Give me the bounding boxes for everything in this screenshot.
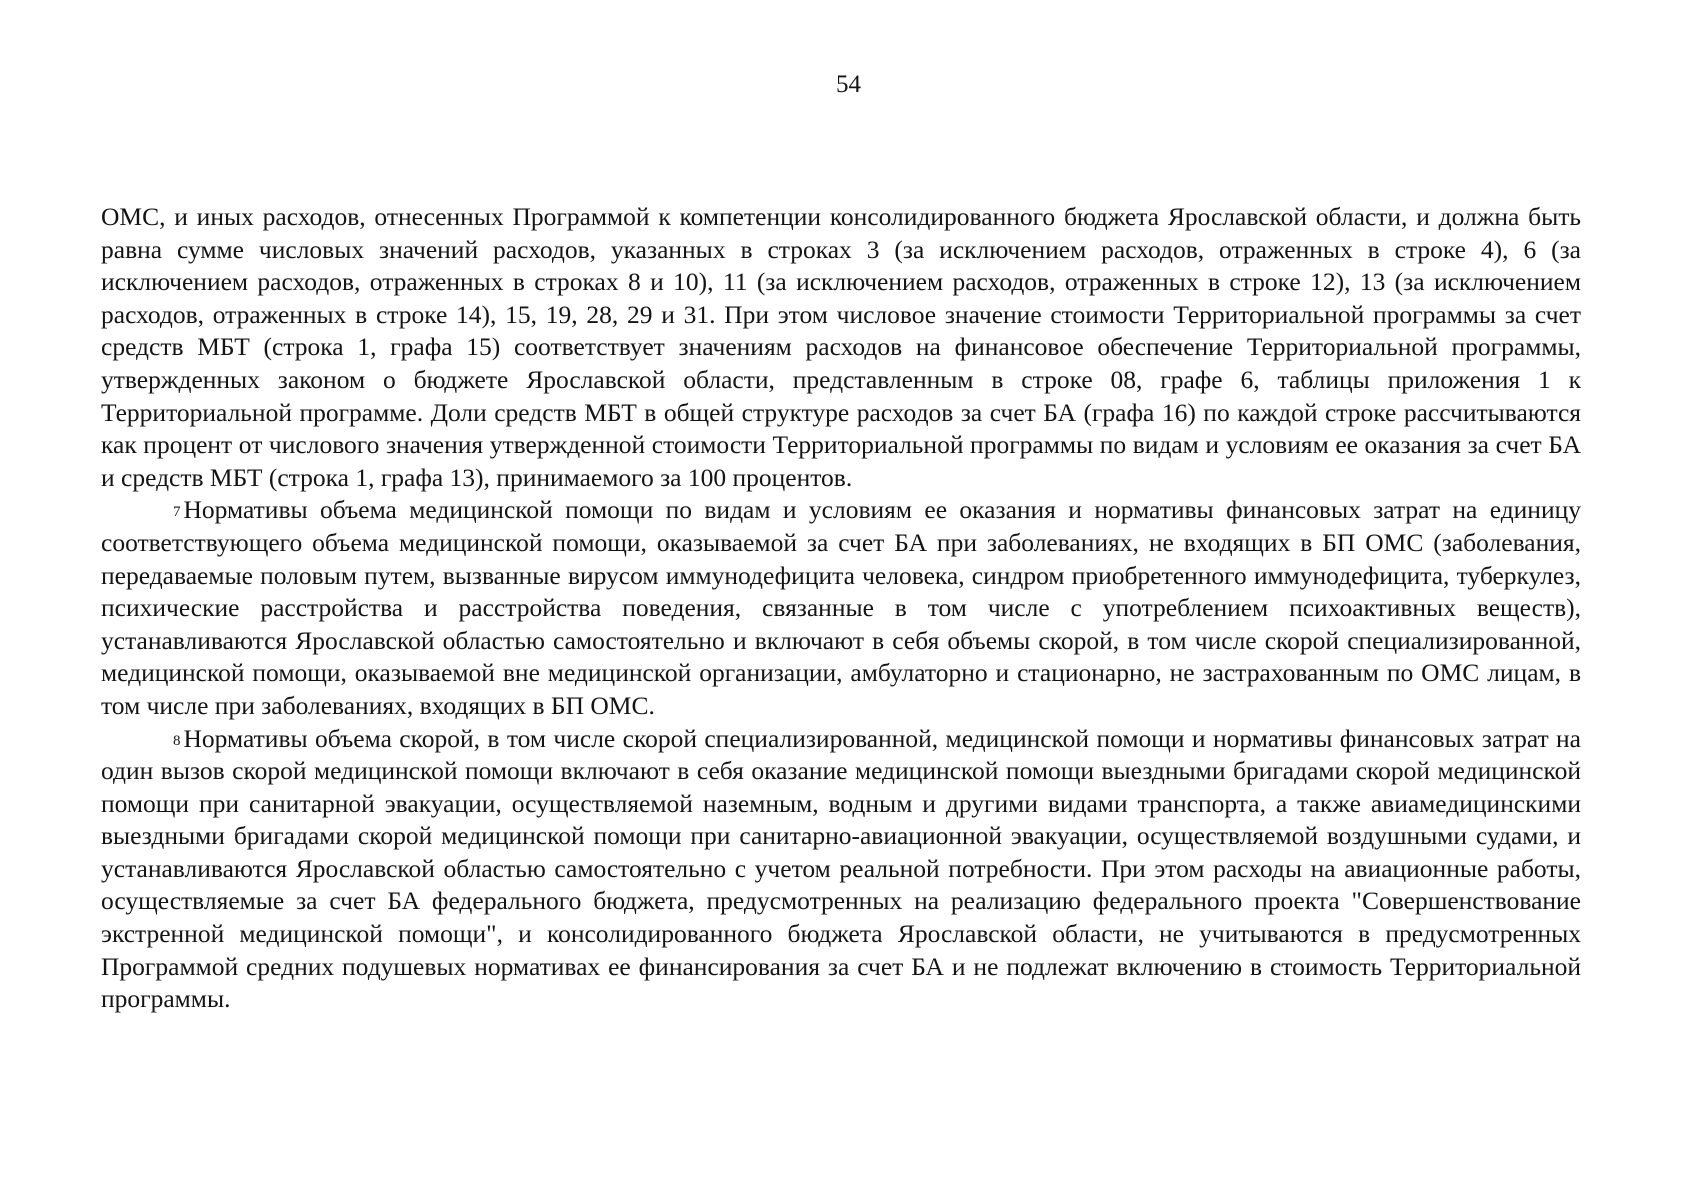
footnote-8 [101, 723, 1581, 1016]
page-number: 54 [836, 71, 861, 98]
footnote-marker: 7 [173, 504, 181, 521]
footnote-marker: 8 [173, 732, 181, 749]
paragraph-text: ОМС, и иных расходов, отнесенных Программой к компетенции консолидированного бюджета Ярославской области, и должна быть равна сумме числовых значений расходов, указанных в строках 3 (за исключением расходов, отраженных в строке 4), 6 (за исключением расходов, отраженных в строках 8 и 10), 11 (за исключением расходов, отраженных в строке 12), 13 (за исключением расходов, отраженных в строке 14), 15, 19, 28, 29 и 31. При этом числовое значение стоимости Территориальной программы за счет средств МБТ (строка 1, графа 15) соответствует значениям расходов на финансовое обеспечение Территориальной программы, утвержденных законом о бюджете Ярославской области, представленным в строке 08, графе 6, таблицы приложения 1 к Территориальной программе. Доли средств МБТ в общей структуре расходов за счет БА (графа 16) по каждой строке рассчитываются как процент от числового значения утвержденной стоимости Территориальной программы по видам и условиям ее оказания за счет БА и средств МБТ (строка 1, графа 13), принимаемого за 100 процентов. [101, 202, 1581, 492]
footnote-text: Нормативы объема скорой, в том числе скорой специализированной, медицинской помощи и нормативы финансовых затрат на один вызов скорой медицинской помощи включают в себя оказание медицинской помощи выездными бригадами скорой медицинской помощи при санитарной эвакуации, осуществляемой наземным, водным и другими видами транспорта, а также авиамедицинскими выездными бригадами скорой медицинской помощи при санитарно-авиационной эвакуации, осуществляемой воздушными судами, и устанавливаются Ярославской областью самостоятельно с учетом реальной потребности. При этом расходы на авиационные работы, осуществляемые за счет БА федерального бюджета, предусмотренных на реализацию федерального проекта "Совершенствование экстренной медицинской помощи", и консолидированного бюджета Ярославской области, не учитываются в предусмотренных Программой средних подушевых нормативах ее финансирования за счет БА и не подлежат включению в стоимость Территориальной программы. [101, 723, 1581, 1014]
footnote-7 [101, 494, 1581, 722]
paragraph-continuation [101, 201, 1581, 494]
footnote-text: Нормативы объема медицинской помощи по видам и условиям ее оказания и нормативы финансовых затрат на единицу соответствующего объема медицинской помощи, оказываемой за счет БА при заболеваниях, не входящих в БП ОМС (заболевания, передаваемые половым путем, вызванные вирусом иммунодефицита человека, синдром приобретенного иммунодефицита, туберкулез, психические расстройства и расстройства поведения, связанные в том числе с употреблением психоактивных веществ), устанавливаются Ярославской областью самостоятельно и включают в себя объемы скорой, в том числе скорой специализированной, медицинской помощи, оказываемой вне медицинской организации, амбулаторно и стационарно, не застрахованным по ОМС лицам, в том числе при заболеваниях, входящих в БП ОМС. [101, 495, 1581, 720]
document-body [101, 201, 1581, 1016]
